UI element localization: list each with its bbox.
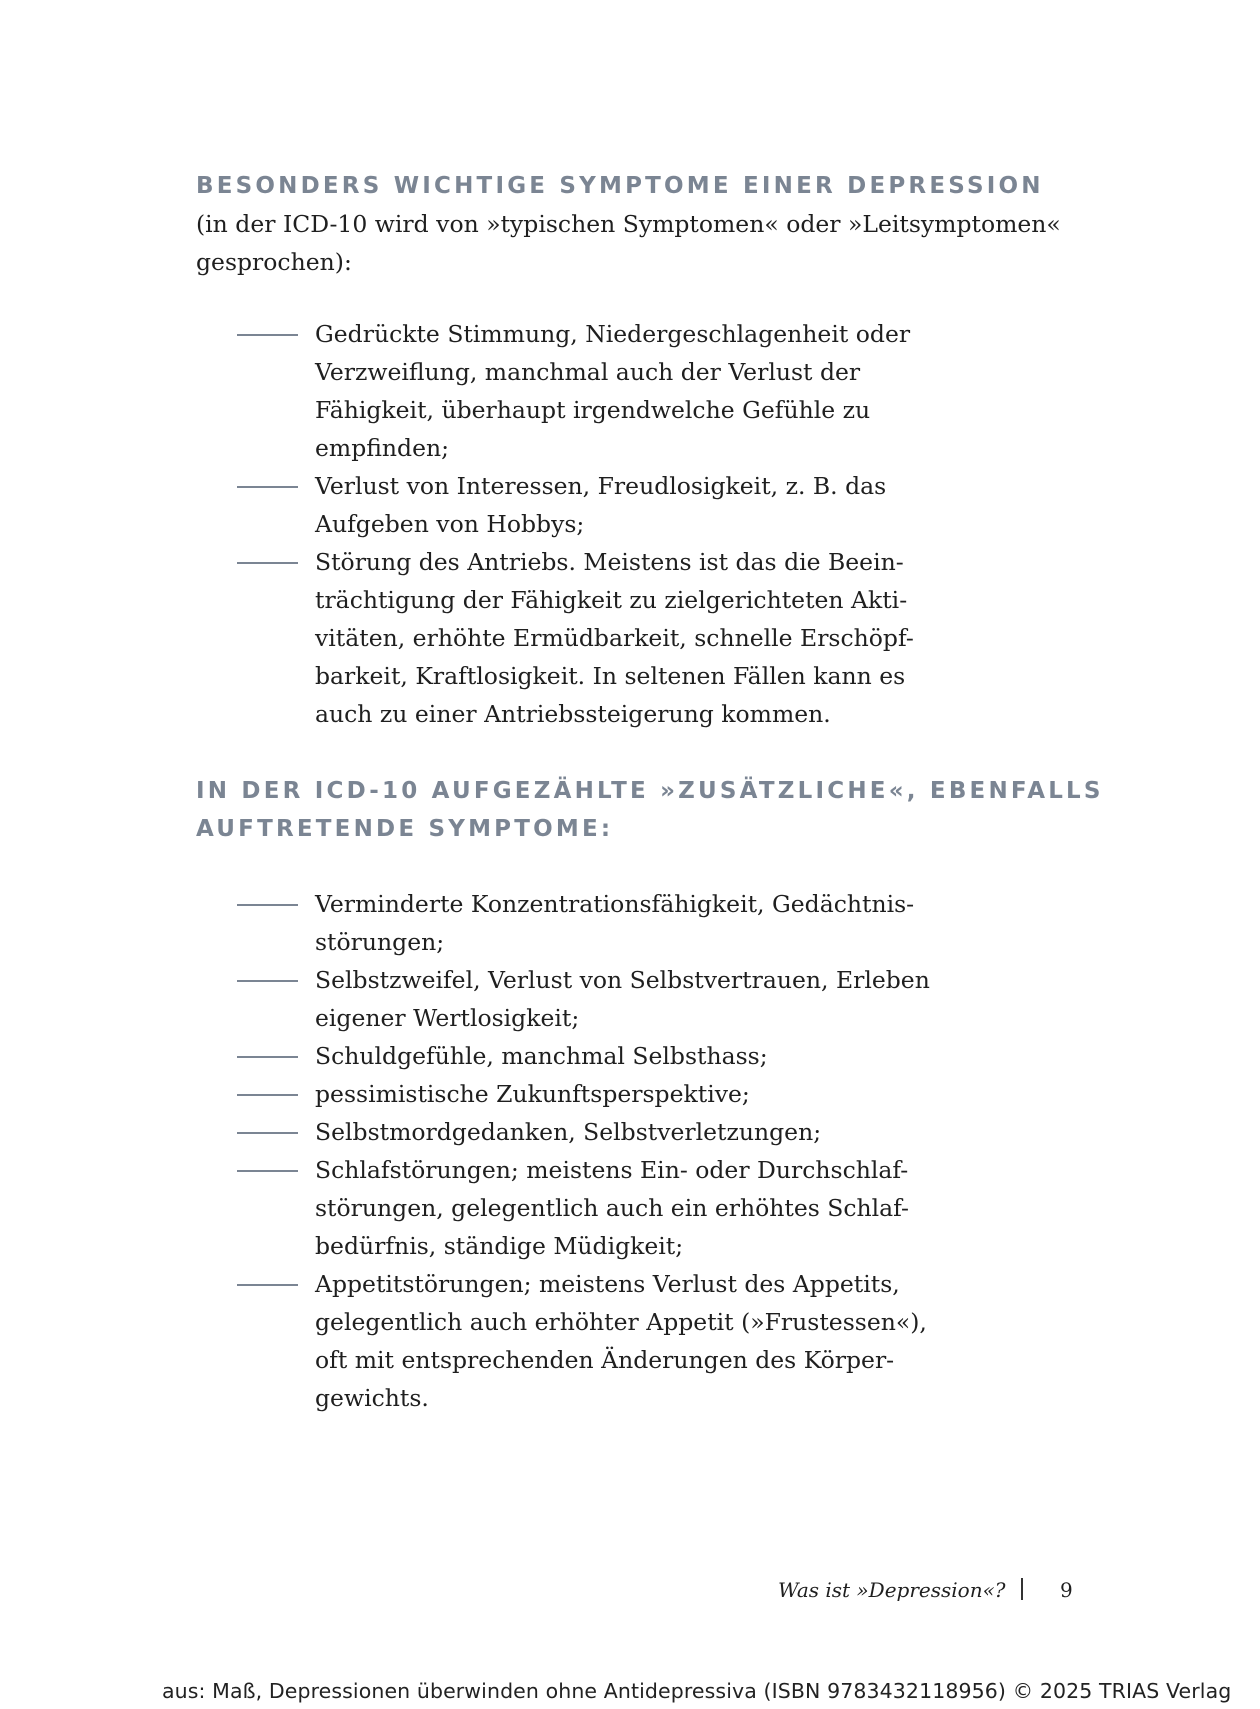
dash-bullet bbox=[237, 1094, 298, 1096]
section1-intro bbox=[196, 205, 1061, 281]
running-title: Was ist »Depression«? bbox=[778, 1578, 1006, 1602]
item-line: gelegentlich auch erhöhter Appetit (»Frustessen«), bbox=[315, 1308, 927, 1336]
list-item bbox=[237, 961, 930, 1037]
list-item bbox=[237, 885, 930, 961]
item-line: oft mit entsprechenden Änderungen des Körper- bbox=[315, 1346, 895, 1374]
list-item bbox=[237, 1151, 930, 1265]
section2-heading-line: AUFTRETENDE SYMPTOME: bbox=[196, 816, 614, 842]
item-line: Gedrückte Stimmung, Niedergeschlagenheit oder bbox=[315, 320, 911, 348]
item-line: Verminderte Konzentrationsfähigkeit, Gedächtnis- bbox=[315, 890, 915, 918]
item-line: pessimistische Zukunftsperspektive; bbox=[315, 1080, 750, 1108]
page-number: 9 bbox=[1060, 1578, 1073, 1602]
section2-heading-line: IN DER ICD-10 AUFGEZÄHLTE »ZUSÄTZLICHE«, EBENFALLS bbox=[196, 778, 1104, 804]
list-item bbox=[237, 543, 914, 733]
list-item bbox=[237, 315, 914, 467]
item-line: störungen, gelegentlich auch ein erhöhtes Schlaf- bbox=[315, 1194, 909, 1222]
item-line: gewichts. bbox=[315, 1384, 429, 1412]
item-line: Fähigkeit, überhaupt irgendwelche Gefühle zu bbox=[315, 396, 871, 424]
dash-bullet bbox=[237, 980, 298, 982]
item-line: Selbstmordgedanken, Selbstverletzungen; bbox=[315, 1118, 822, 1146]
item-line: Schlafstörungen; meistens Ein- oder Durchschlaf- bbox=[315, 1156, 909, 1184]
item-line: Störung des Antriebs. Meistens ist das die Beein- bbox=[315, 548, 904, 576]
key-symptoms-list bbox=[237, 315, 914, 733]
list-item bbox=[237, 1265, 930, 1417]
list-item bbox=[237, 1113, 930, 1151]
section1-heading: BESONDERS WICHTIGE SYMPTOME EINER DEPRESSION bbox=[196, 173, 1044, 199]
item-line: Verlust von Interessen, Freudlosigkeit, z. B. das bbox=[315, 472, 887, 500]
dash-bullet bbox=[237, 1170, 298, 1172]
item-line: Aufgeben von Hobbys; bbox=[315, 510, 585, 538]
intro-line: gesprochen): bbox=[196, 248, 352, 276]
item-line: auch zu einer Antriebssteigerung kommen. bbox=[315, 700, 831, 728]
dash-bullet bbox=[237, 1132, 298, 1134]
dash-bullet bbox=[237, 904, 298, 906]
dash-bullet bbox=[237, 1284, 298, 1286]
dash-bullet bbox=[237, 486, 298, 488]
footer-separator bbox=[1021, 1578, 1023, 1600]
additional-symptoms-list bbox=[237, 885, 930, 1417]
intro-line: (in der ICD-10 wird von »typischen Symptomen« oder »Leitsymptomen« bbox=[196, 210, 1061, 238]
item-line: Verzweiflung, manchmal auch der Verlust der bbox=[315, 358, 861, 386]
list-item bbox=[237, 1037, 930, 1075]
item-line: Schuldgefühle, manchmal Selbsthass; bbox=[315, 1042, 768, 1070]
list-item bbox=[237, 1075, 930, 1113]
item-line: eigener Wertlosigkeit; bbox=[315, 1004, 580, 1032]
dash-bullet bbox=[237, 334, 298, 336]
source-citation: aus: Maß, Depressionen überwinden ohne Antidepressiva (ISBN 9783432118956) © 2025 TRIAS Verlag bbox=[162, 1679, 1232, 1703]
item-line: barkeit, Kraftlosigkeit. In seltenen Fällen kann es bbox=[315, 662, 906, 690]
list-item bbox=[237, 467, 914, 543]
item-line: Selbstzweifel, Verlust von Selbstvertrauen, Erleben bbox=[315, 966, 930, 994]
item-line: vitäten, erhöhte Ermüdbarkeit, schnelle Erschöpf- bbox=[315, 624, 914, 652]
item-line: trächtigung der Fähigkeit zu zielgerichteten Akti- bbox=[315, 586, 908, 614]
item-line: bedürfnis, ständige Müdigkeit; bbox=[315, 1232, 684, 1260]
dash-bullet bbox=[237, 1056, 298, 1058]
item-line: störungen; bbox=[315, 928, 445, 956]
dash-bullet bbox=[237, 562, 298, 564]
item-line: Appetitstörungen; meistens Verlust des Appetits, bbox=[315, 1270, 900, 1298]
item-line: empfinden; bbox=[315, 434, 450, 462]
